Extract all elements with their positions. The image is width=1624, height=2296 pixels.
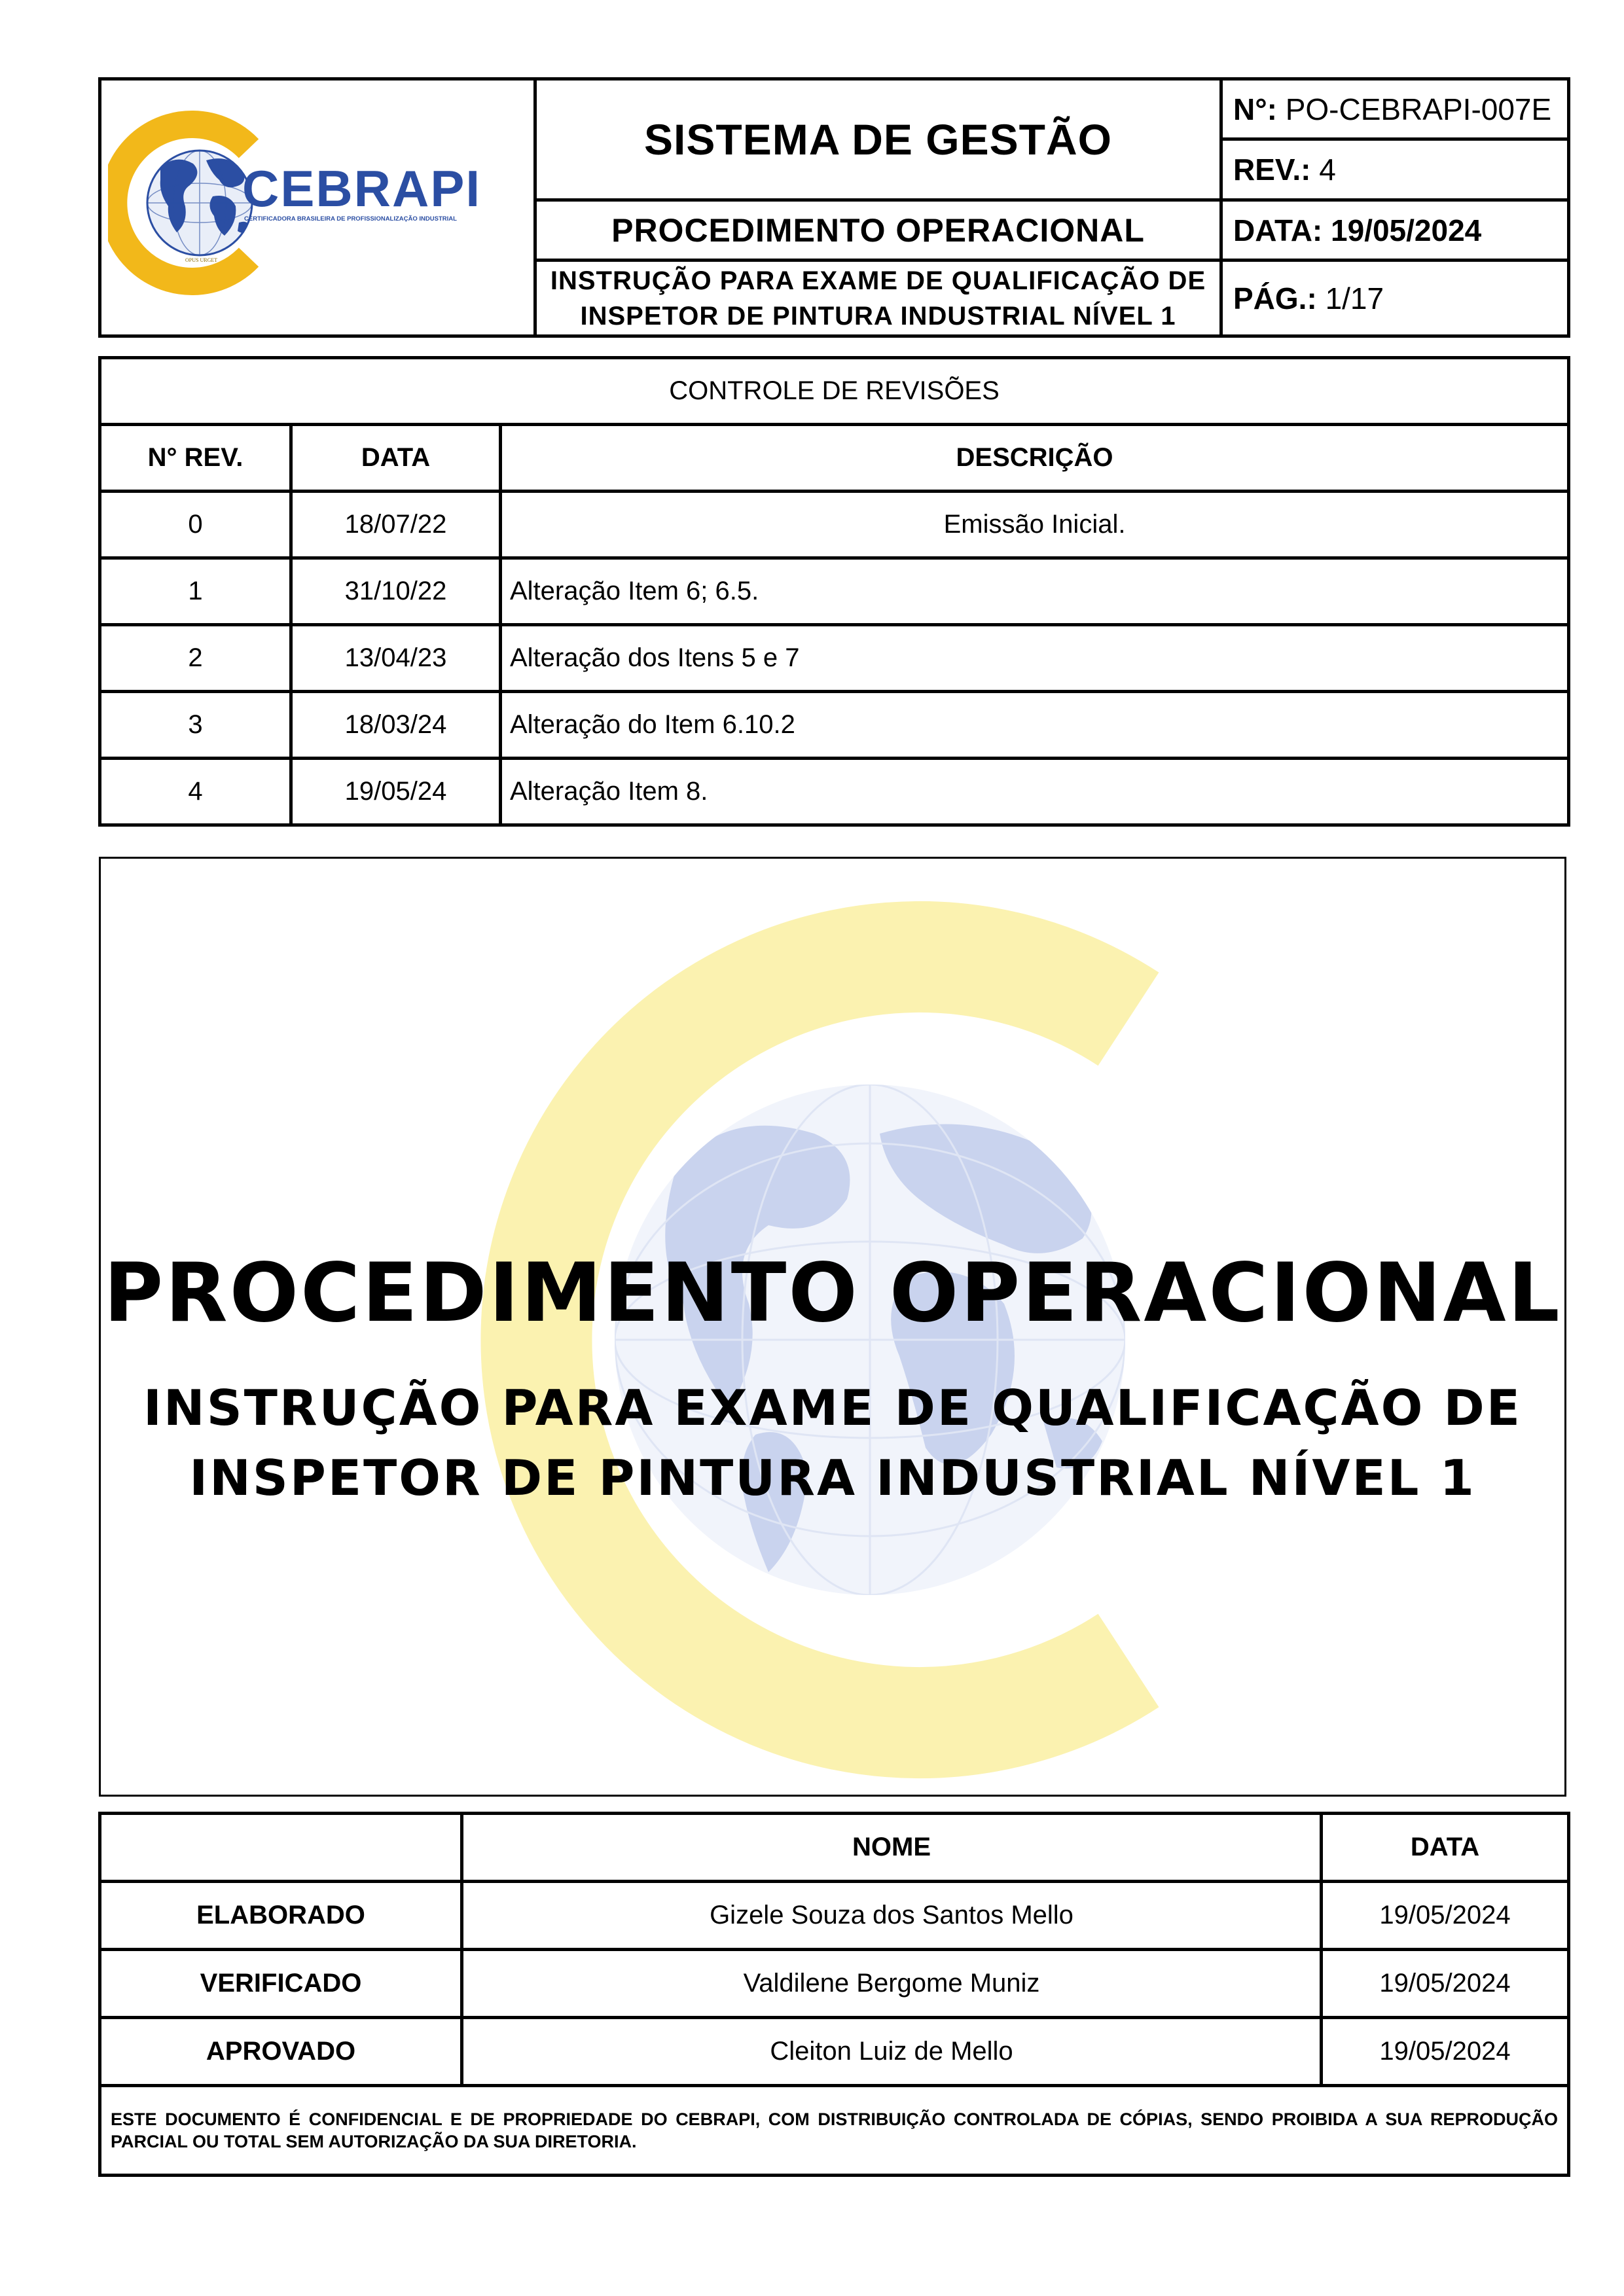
revision-date: 13/04/23: [291, 625, 501, 692]
approval-role: APROVADO: [100, 2018, 462, 2086]
document-date: [1221, 200, 1569, 260]
revision-rev: 4: [100, 759, 291, 825]
instruction-title: [535, 260, 1221, 336]
revision-value: 4: [1319, 152, 1336, 187]
document-number-value: PO-CEBRAPI-007E: [1285, 92, 1552, 126]
revision-col-desc: DESCRIÇÃO: [501, 425, 1569, 492]
logo-motto: OPUS URGET: [185, 257, 218, 263]
revision-date: 18/03/24: [291, 692, 501, 759]
logo-cell: [100, 79, 535, 336]
system-title: SISTEMA DE GESTÃO: [535, 79, 1221, 200]
revision-rev: 1: [100, 558, 291, 625]
revision-row: [100, 692, 1569, 759]
approval-date: 19/05/2024: [1322, 1950, 1569, 2018]
revision-control-table: [98, 356, 1570, 827]
approval-role: VERIFICADO: [100, 1950, 462, 2018]
revision-row: [100, 492, 1569, 558]
cebrapi-logo-icon: [108, 108, 527, 304]
page-value: 1/17: [1325, 281, 1384, 315]
revision-row: [100, 625, 1569, 692]
approval-row: [100, 1882, 1569, 1950]
page-number: [1221, 260, 1569, 336]
revision-table-caption: CONTROLE DE REVISÕES: [100, 358, 1569, 425]
revision-row: [100, 759, 1569, 825]
instruction-title-line1: INSTRUÇÃO PARA EXAME DE QUALIFICAÇÃO DE: [550, 266, 1206, 295]
approval-table: [98, 1812, 1570, 2177]
cover-subtitle-line1: INSTRUÇÃO PARA EXAME DE QUALIFICAÇÃO DE: [143, 1379, 1522, 1437]
approval-empty-header: [100, 1814, 462, 1882]
revision-date: 18/07/22: [291, 492, 501, 558]
document-date-label: DATA:: [1233, 213, 1323, 247]
revision-rev: 2: [100, 625, 291, 692]
revision-desc: Emissão Inicial.: [501, 492, 1569, 558]
confidentiality-notice: ESTE DOCUMENTO É CONFIDENCIAL E DE PROPRIEDADE DO CEBRAPI, COM DISTRIBUIÇÃO CONTROLADA DE CÓPIAS, SENDO PROIBIDA A SUA REPRODUÇÃO PARCIAL OU TOTAL SEM AUTORIZAÇÃO DA SUA DIRETORIA.: [100, 2086, 1569, 2176]
revision-desc: Alteração Item 6; 6.5.: [501, 558, 1569, 625]
revision-col-date: DATA: [291, 425, 501, 492]
approval-date: 19/05/2024: [1322, 2018, 1569, 2086]
approval-name: Cleiton Luiz de Mello: [462, 2018, 1322, 2086]
revision-desc: Alteração Item 8.: [501, 759, 1569, 825]
revision-col-rev: N° REV.: [100, 425, 291, 492]
revision-rev: 3: [100, 692, 291, 759]
revision-date: 31/10/22: [291, 558, 501, 625]
document-number-label: N°:: [1233, 92, 1277, 126]
cover-main-area: [99, 857, 1566, 1797]
revision-desc: Alteração dos Itens 5 e 7: [501, 625, 1569, 692]
page-label: PÁG.:: [1233, 281, 1317, 315]
document-number: [1221, 79, 1569, 139]
approval-col-name: NOME: [462, 1814, 1322, 1882]
revision-label: REV.:: [1233, 152, 1311, 187]
revision-date: 19/05/24: [291, 759, 501, 825]
revision-rev: 0: [100, 492, 291, 558]
approval-name: Valdilene Bergome Muniz: [462, 1950, 1322, 2018]
cover-subtitle-line2: INSPETOR DE PINTURA INDUSTRIAL NÍVEL 1: [189, 1449, 1476, 1507]
approval-row: [100, 1950, 1569, 2018]
approval-role: ELABORADO: [100, 1882, 462, 1950]
revision-number: [1221, 139, 1569, 200]
revision-desc: Alteração do Item 6.10.2: [501, 692, 1569, 759]
approval-row: [100, 2018, 1569, 2086]
revision-row: [100, 558, 1569, 625]
approval-name: Gizele Souza dos Santos Mello: [462, 1882, 1322, 1950]
document-date-value: 19/05/2024: [1331, 213, 1482, 247]
instruction-title-line2: INSPETOR DE PINTURA INDUSTRIAL NÍVEL 1: [580, 301, 1176, 331]
logo-tagline: CERTIFICADORA BRASILEIRA DE PROFISSIONALIZAÇÃO INDUSTRIAL: [244, 215, 457, 223]
document-header: [98, 77, 1570, 338]
approval-date: 19/05/2024: [1322, 1882, 1569, 1950]
document-type: PROCEDIMENTO OPERACIONAL: [535, 200, 1221, 260]
approval-col-date: DATA: [1322, 1814, 1569, 1882]
logo-wordmark: CEBRAPI: [242, 159, 482, 217]
cover-title: PROCEDIMENTO OPERACIONAL: [103, 1246, 1562, 1340]
